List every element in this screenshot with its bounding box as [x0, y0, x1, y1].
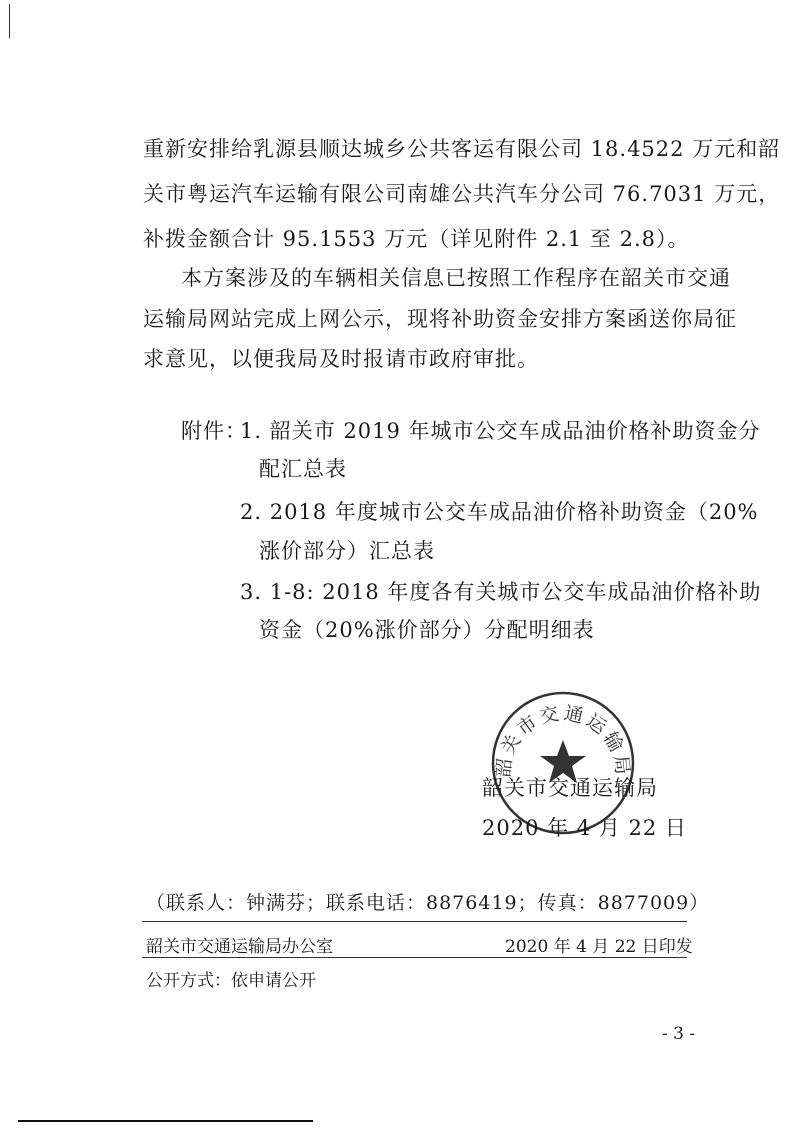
body-line-2: 关市粤运汽车运输有限公司南雄公共汽车分公司 76.7031 万元，	[143, 182, 781, 206]
footer-divider-top	[142, 921, 687, 922]
body-line-4: 本方案涉及的车辆相关信息已按照工作程序在韶关市交通	[181, 266, 731, 290]
attachment-2-line-1: 2. 2018 年度城市公交车成品油价格补助资金（20%	[240, 500, 759, 524]
attachment-3-line-1: 3. 1-8: 2018 年度各有关城市公交车成品油价格补助	[240, 580, 762, 604]
scan-bottom-bar	[18, 1120, 313, 1122]
attachments-label: 附件：	[181, 419, 247, 443]
body-line-3: 补拨金额合计 95.1553 万元（详见附件 2.1 至 2.8）。	[143, 227, 690, 251]
scan-edge-mark	[9, 4, 10, 38]
footer-divider-bottom	[142, 957, 687, 958]
attachment-2-line-2: 涨价部分）汇总表	[259, 539, 435, 563]
body-line-1: 重新安排给乳源县顺达城乡公共客运有限公司 18.4522 万元和韶	[143, 137, 781, 161]
issue-date: 2020 年 4 月 22 日	[482, 816, 687, 840]
contact-info: （联系人：钟满芬；联系电话：8876419；传真：8877009）	[146, 892, 710, 914]
attachment-3-line-2: 资金（20%涨价部分）分配明细表	[259, 618, 595, 642]
body-line-6: 求意见，以便我局及时报请市政府审批。	[143, 347, 539, 371]
attachment-1-line-1: 1. 韶关市 2019 年城市公交车成品油价格补助资金分	[240, 419, 761, 443]
body-line-5: 运输局网站完成上网公示，现将补助资金安排方案函送你局征	[143, 307, 737, 331]
attachment-1-line-2: 配汇总表	[259, 457, 347, 481]
print-date: 2020 年 4 月 22 日印发	[505, 937, 693, 957]
seal-text: 韶关市交通运输局	[492, 702, 634, 779]
disclosure-method: 公开方式：依申请公开	[146, 971, 316, 991]
page-number: - 3 -	[662, 1024, 696, 1044]
issuing-office: 韶关市交通运输局办公室	[146, 937, 333, 957]
issuer-name: 韶关市交通运输局	[482, 776, 658, 800]
